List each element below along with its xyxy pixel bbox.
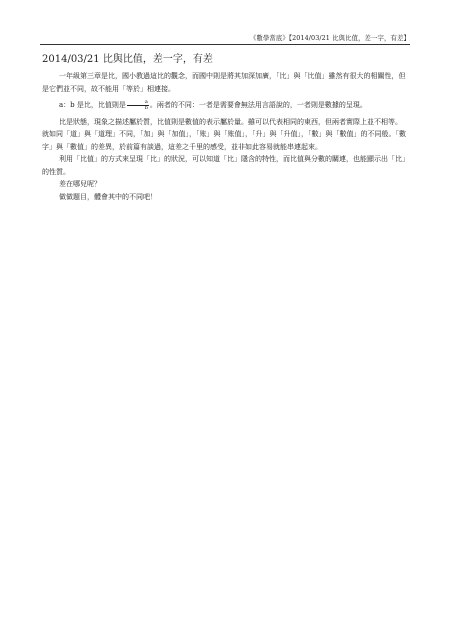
paragraph-5: 差在哪兒呢？ <box>59 180 101 188</box>
fraction-numerator: a <box>127 100 149 106</box>
paragraph-6: 做做題目，體會其中的不同吧！ <box>59 192 157 201</box>
article-title: 2014/03/21 比與比值，差一字，有差 <box>42 54 213 65</box>
article-body <box>42 70 408 203</box>
paragraph-3: 比是狀態，現象之描述屬於質，比值則是數值的表示屬於量。雖可以代表相同的東西，但兩者實際上並不相等。就如同「道」與「道理」不同，「加」與「加值」，「账」與「账值」，「升」與「升值」，「數」與「數值」的不同般。「數字」與「數值」的差異，於前篇有談過，這差之千里的感受，並非如此容易就能串連起來。 <box>42 117 406 151</box>
fraction-denominator: b <box>144 104 148 111</box>
header-rule <box>40 44 410 45</box>
paragraph-4: 利用「比值」的方式來呈現「比」的狀況，可以知道「比」隱含的特性，而比值與分數的關連，也能顯示出「比」的性質。 <box>42 155 406 176</box>
paragraph-2 <box>42 99 408 112</box>
running-header: 《數學當底》【2014/03/21 比與比值，差一字，有差】 <box>249 34 410 42</box>
fraction-a-over-b <box>127 100 149 111</box>
paragraph-2-rest: 。兩者的不同：一者是需要會無法用言語說的，一者則是數據的呈現。 <box>149 101 367 109</box>
paragraph-1: 一年級第三章是比，國小教過這比的觀念，而國中則是將其加深加廣，「比」與「比值」雖然有很大的相關性，但是它們並不同，故不能用「等於」相連接。 <box>42 72 406 93</box>
paragraph-2-lead: a：b 是比，比值則是 <box>59 101 126 109</box>
